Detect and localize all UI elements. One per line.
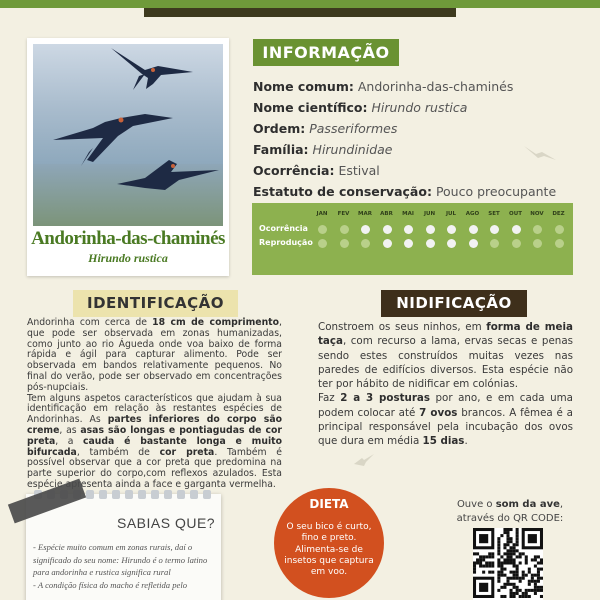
label: Estatuto de conservação: — [253, 184, 432, 199]
nesting-heading: NIDIFICAÇÃO — [381, 290, 527, 317]
calendar-dot — [426, 239, 435, 248]
text: , as — [59, 424, 81, 436]
label: Família: — [253, 142, 309, 157]
text: , com recurso a lama, ervas secas e penas sendo estes construídos muitas vezes nas paredes de edifícios diversos. Esta espécie não ter por hábito de nidificar em colónias. — [318, 335, 573, 391]
notebook-hole — [190, 490, 198, 499]
highlight: cauda é bastante longa e muito bifurcada — [27, 435, 282, 458]
value: Pouco preocupante — [435, 184, 557, 199]
calendar-dot — [447, 239, 456, 248]
notebook-hole — [112, 490, 120, 499]
highlight: 7 ovos — [419, 406, 458, 419]
value: Andorinha-das-chaminés — [357, 79, 514, 94]
value: Passeriformes — [309, 121, 398, 136]
did-you-know-text — [33, 541, 213, 591]
did-you-know-heading: SABIAS QUE? — [117, 515, 216, 531]
month-label: SET — [488, 211, 500, 217]
calendar-dot — [512, 239, 521, 248]
text: Tem alguns aspetos característicos que ajudam à sua identificação em relação às restantes espécies de Andorinhas. As — [27, 392, 282, 426]
month-label: ABR — [380, 211, 393, 217]
highlight: cor preta — [159, 446, 215, 458]
text: . — [464, 435, 468, 448]
qr-code[interactable] — [473, 528, 543, 600]
highlight: 15 dias — [422, 435, 465, 448]
month-label: AGO — [465, 211, 480, 217]
text: Faz — [318, 392, 341, 405]
month-label: FEV — [337, 211, 350, 217]
month-label: OUT — [509, 211, 522, 217]
qr-code-image — [473, 528, 543, 600]
info-list — [253, 76, 588, 202]
calendar-dot — [469, 239, 478, 248]
bird-silhouette-icon — [352, 452, 376, 470]
month-label: MAR — [358, 211, 372, 217]
month-label: JUL — [445, 211, 457, 217]
info-heading: INFORMAÇÃO — [253, 39, 399, 66]
highlight: 18 cm de comprimento — [152, 317, 280, 328]
text: , também de — [76, 446, 160, 458]
text: Ouve o — [456, 499, 496, 510]
info-conservation-status — [253, 181, 588, 202]
notebook-hole — [99, 490, 107, 499]
text: brancos. A fêmea é a principal responsável pela incubação dos ovos que dura em média — [318, 406, 573, 448]
label: Ocorrência: — [253, 163, 335, 178]
card-common-name: Andorinha-das-chaminés — [31, 228, 225, 249]
calendar-dot — [469, 225, 478, 234]
top-bar-accent — [144, 8, 456, 17]
top-bar — [0, 0, 600, 8]
text: , a — [55, 435, 83, 447]
month-label: NOV — [530, 211, 544, 217]
info-order — [253, 118, 588, 139]
calendar-row-label: Reprodução — [259, 238, 313, 247]
diet-text: O seu bico é curto, fino e preto. Alimenta-se de insetos que captura em voo. — [284, 522, 374, 578]
month-label: DEZ — [552, 211, 565, 217]
card-scientific-name: Hirundo rustica — [88, 251, 168, 265]
notebook-hole — [164, 490, 172, 499]
text: por ano, e em cada uma podem colocar até — [318, 392, 573, 419]
calendar-dot — [318, 239, 327, 248]
highlight: som da ave — [495, 499, 560, 510]
calendar-dot — [340, 225, 349, 234]
swallows-illustration — [33, 44, 223, 226]
label: Nome comum: — [253, 79, 354, 94]
value: Hirundo rustica — [371, 100, 468, 115]
calendar-dot — [383, 239, 392, 248]
notebook-hole — [203, 490, 211, 499]
month-label: JAN — [316, 211, 328, 217]
calendar-dot — [361, 225, 370, 234]
label: Nome científico: — [253, 100, 368, 115]
fact-item: - Espécie muito comum em zonas rurais, daí o significado do seu nome: Hirundo é o termo latino para andorinha e rustica significa rural — [33, 542, 208, 577]
value: Hirundinidae — [312, 142, 393, 157]
text: , através do QR CODE: — [456, 499, 564, 524]
calendar-dot — [447, 225, 456, 234]
highlight: asas são longas e pontiagudas de cor preta — [27, 424, 282, 447]
notebook-hole — [177, 490, 185, 499]
calendar-dot — [318, 225, 327, 234]
calendar-dot — [404, 225, 413, 234]
text: Andorinha com cerca de — [27, 317, 153, 328]
calendar-dot — [426, 225, 435, 234]
species-photo-card — [27, 38, 229, 276]
species-photo — [33, 44, 223, 226]
info-scientific-name — [253, 97, 588, 118]
text: . Também é possível observar que a cor preta que predomina na parte superior do corpo,com reflexos azulados. Esta espécie apresenta ainda a face e garganta vermelha. — [27, 446, 283, 490]
calendar-dot — [340, 239, 349, 248]
calendar-dot — [490, 239, 499, 248]
calendar-dot — [533, 225, 542, 234]
calendar-row-label: Ocorrência — [259, 224, 308, 233]
highlight: partes inferiores do corpo são creme — [27, 414, 282, 436]
month-label: JUN — [423, 211, 436, 217]
nesting-text — [318, 320, 573, 449]
audio-caption — [440, 498, 580, 526]
identification-text — [27, 318, 282, 491]
bird-silhouette-icon — [522, 140, 558, 164]
identification-heading: IDENTIFICAÇÃO — [73, 290, 238, 317]
month-label: MAI — [402, 211, 414, 217]
notebook-hole — [151, 490, 159, 499]
calendar-dot — [533, 239, 542, 248]
highlight: forma de meia taça — [318, 321, 573, 348]
calendar-dot — [404, 239, 413, 248]
text: , que pode ser observada em zonas humanizadas, como junto ao rio Águeda onde voa baixo de forma rápida e ágil para capturar alimento. Pode ser observada em bandos relativamente pequenos. No final do verão, pode ser observado em concentrações pós-nupciais. — [27, 317, 282, 393]
calendar-dot — [361, 239, 370, 248]
notebook-hole — [86, 490, 94, 499]
calendar-dot — [512, 225, 521, 234]
calendar-dot — [555, 225, 564, 234]
phenology-calendar — [252, 203, 573, 275]
calendar-dot — [490, 225, 499, 234]
label: Ordem: — [253, 121, 306, 136]
highlight: 2 a 3 posturas — [340, 392, 430, 405]
notebook-hole — [138, 490, 146, 499]
fact-item: - A condição física do macho é refletida pelo — [33, 579, 188, 590]
calendar-dot — [555, 239, 564, 248]
calendar-dot — [383, 225, 392, 234]
text: Constroem os seus ninhos, em — [318, 321, 487, 333]
notebook-hole — [125, 490, 133, 499]
info-common-name — [253, 76, 588, 97]
diet-heading: DIETA — [309, 497, 349, 511]
value: Estival — [338, 163, 380, 178]
